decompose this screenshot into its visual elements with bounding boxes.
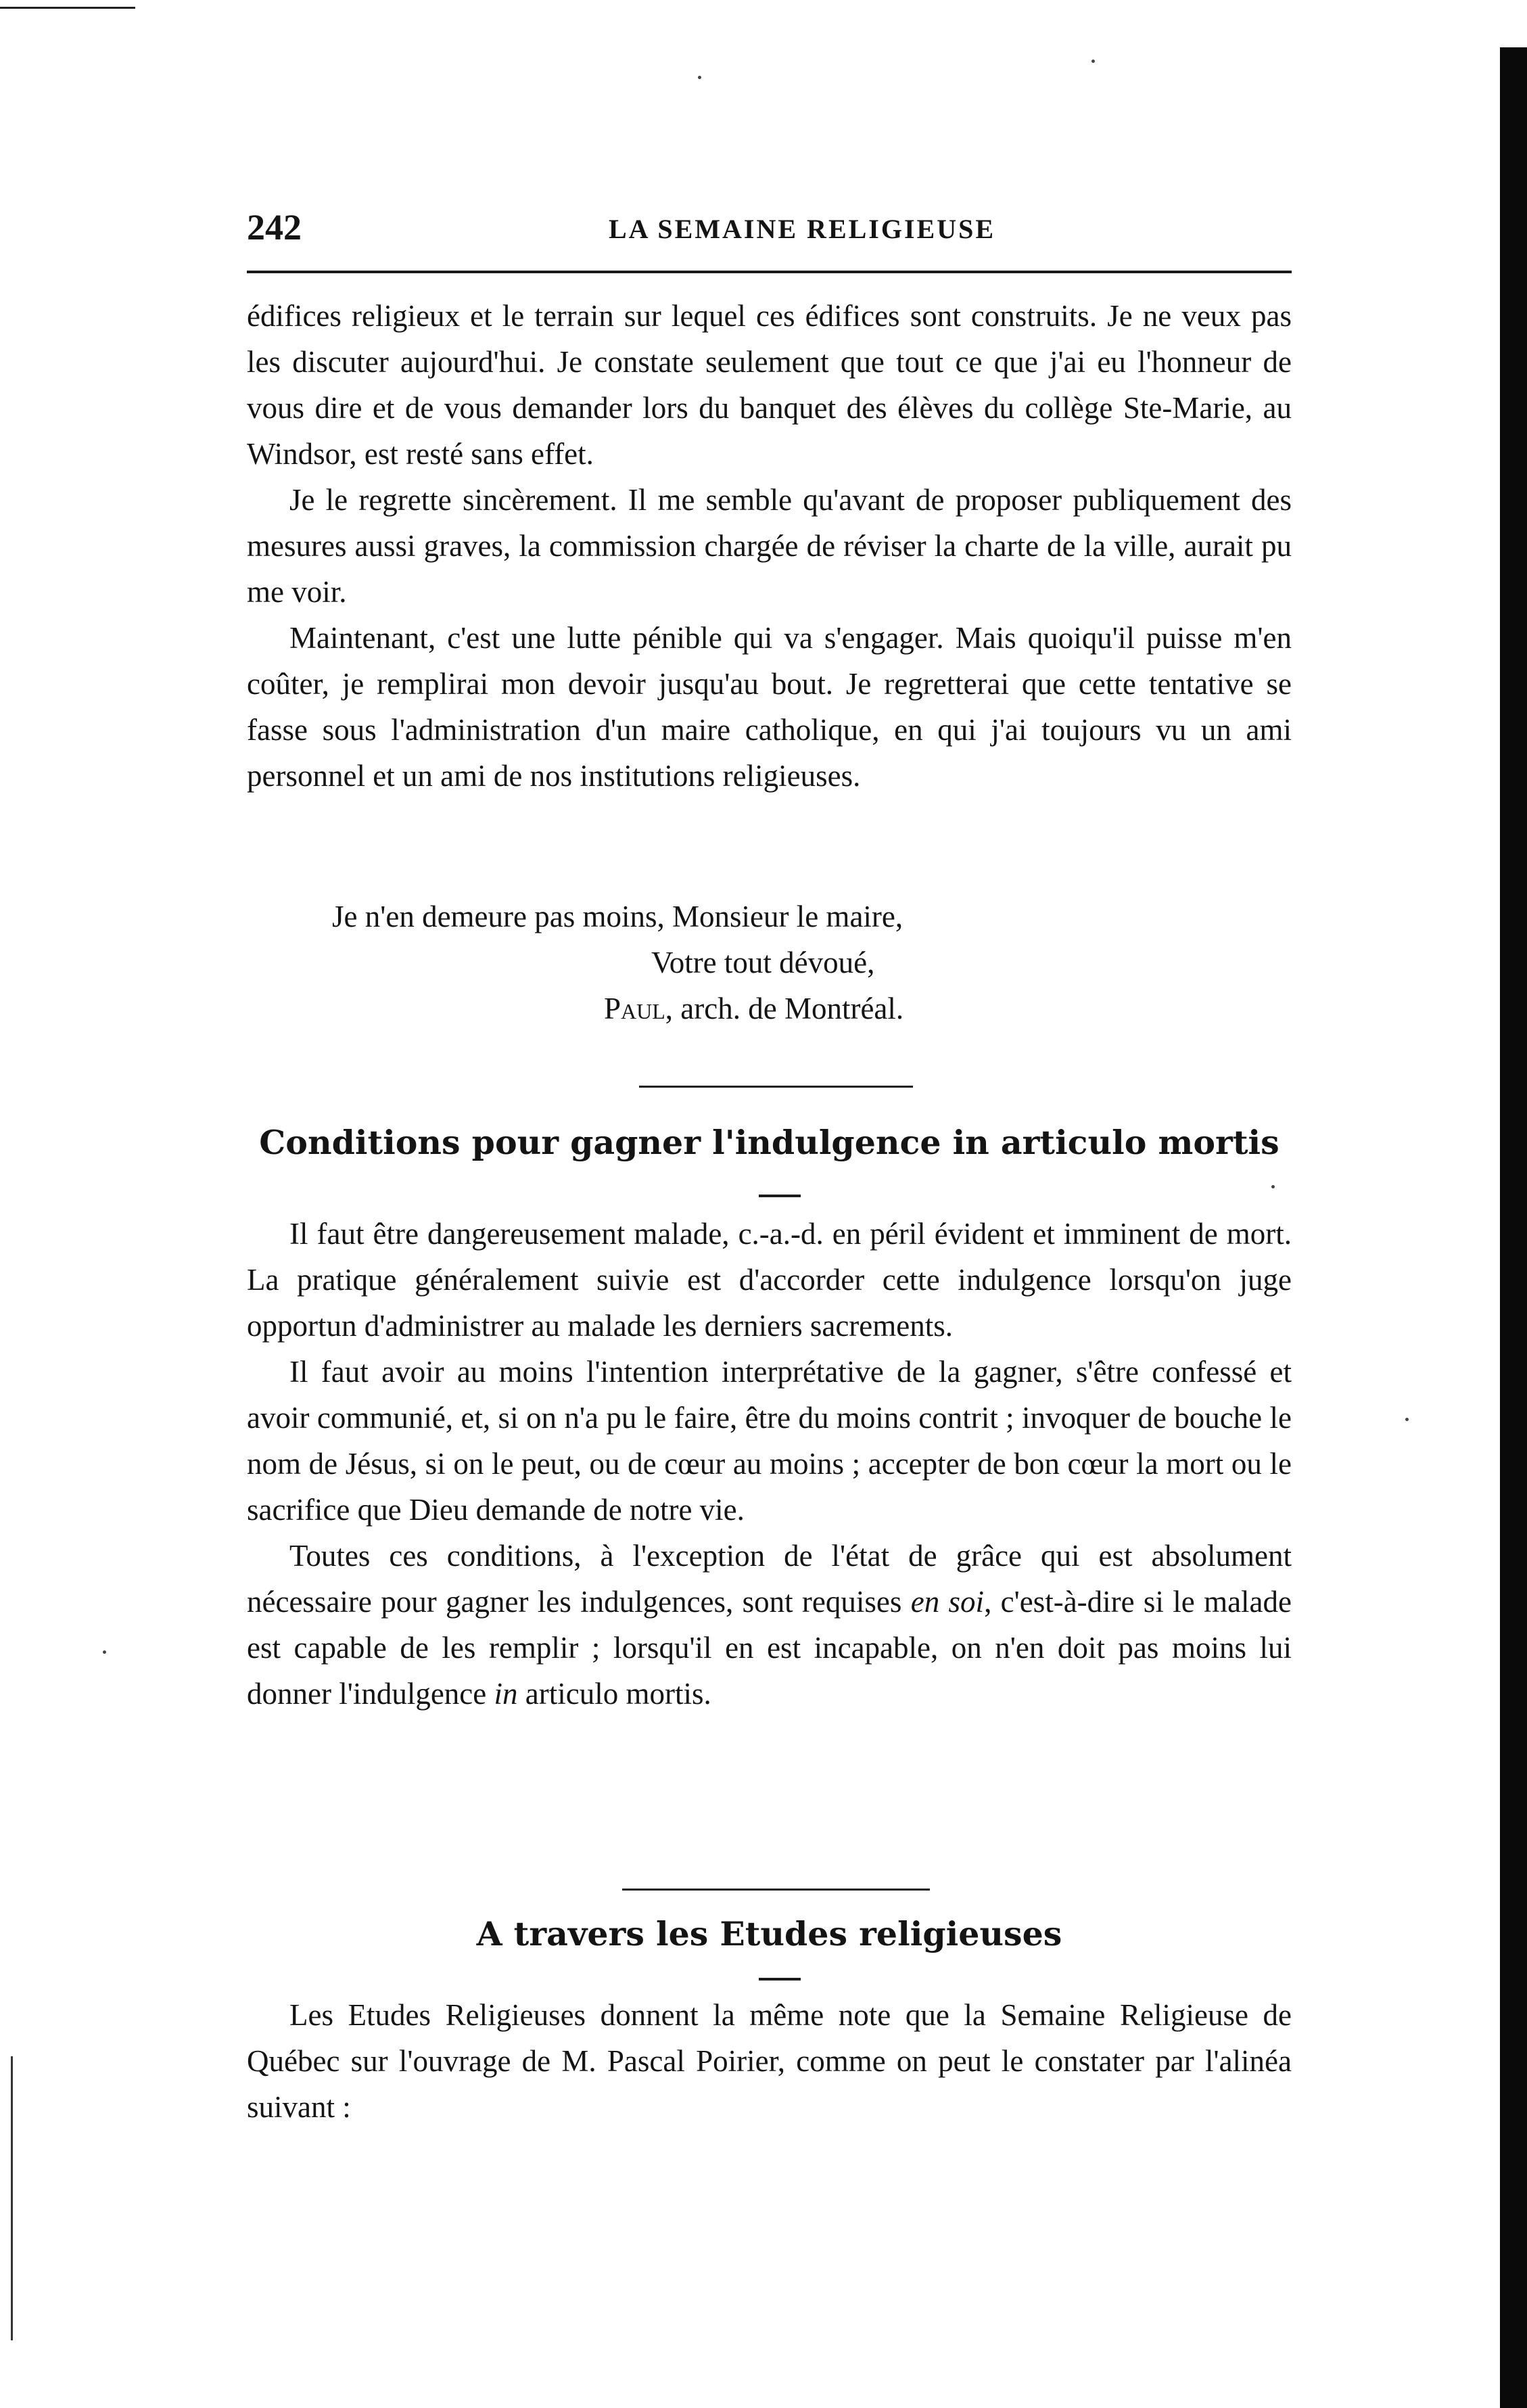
signature-name: Paul	[604, 992, 665, 1025]
italic-text: en soi	[910, 1585, 985, 1619]
section-paragraph: Les Etudes Religieuses donnent la même note que la Semaine Religieuse de Québec sur l'ouvrage de M. Pascal Poirier, comme on peut le constater par l'alinéa suivant :	[247, 1998, 1292, 2124]
scan-edge-mark	[0, 7, 135, 9]
paragraph-text: , c'est-à-dire si le malade est capable de les remplir ; lorsqu'il en est incapable, on n'en doit pas moins lui donner l'indulgence	[247, 1585, 1292, 1711]
ink-speck	[1405, 1418, 1409, 1421]
ink-speck	[1091, 60, 1095, 63]
signature-title: , arch. de Montréal.	[665, 992, 904, 1025]
section-divider	[622, 1889, 930, 1891]
section-paragraph: Il faut avoir au moins l'intention interprétative de la gagner, s'être confessé et avoir communié, et, si on n'a pu le faire, être du moins contrit ; invoquer de bouche le nom de Jésus, si on le peut, ou de cœur au moins ; accepter de bon cœur la mort ou le sacrifice que Dieu demande de notre vie.	[247, 1355, 1292, 1527]
letter-signature	[561, 986, 1527, 1032]
letter-body	[247, 293, 1292, 1025]
section-body	[247, 1992, 1292, 2130]
section-heading: A travers les Etudes religieuses	[476, 1914, 1062, 1953]
section-heading: Conditions pour gagner l'indulgence in articulo mortis	[259, 1123, 1279, 1162]
scan-spine-shadow	[1500, 47, 1527, 2408]
letter-paragraph: édifices religieux et le terrain sur lequel ces édifices sont construits. Je ne veux pas les discuter aujourd'hui. Je constate seulement que tout ce que j'ai eu l'honneur de vous dire et de vous demander lors du banquet des élèves du collège Ste-Marie, au Windsor, est resté sans effet.	[247, 299, 1292, 471]
letter-valediction: Votre tout dévoué,	[651, 946, 875, 979]
section-paragraph: Il faut être dangereusement malade, c.-a.-d. en péril évident et imminent de mort. La pratique généralement suivie est d'accorder cette indulgence lorsqu'on juge opportun d'administrer au malade les derniers sacrements.	[247, 1217, 1292, 1343]
ink-speck	[698, 76, 701, 79]
letter-paragraph: Je le regrette sincèrement. Il me semble qu'avant de proposer publiquement des mesures aussi graves, la commission chargée de réviser la charte de la ville, aurait pu me voir.	[247, 483, 1292, 609]
running-title: LA SEMAINE RELIGIEUSE	[609, 214, 996, 244]
page-header	[247, 206, 1292, 260]
italic-text: in	[494, 1677, 518, 1711]
section-paragraph	[247, 1533, 1292, 1717]
heading-dash	[759, 1978, 801, 1981]
ink-speck	[103, 1650, 106, 1654]
paragraph-text: Toutes ces conditions, à l'exception de l'état de grâce qui est absolument nécessaire pour gagner les indulgences, sont requises	[247, 1539, 1292, 1619]
letter-closing: Je n'en demeure pas moins, Monsieur le maire,	[332, 900, 903, 933]
heading-dash	[759, 1195, 801, 1197]
ink-speck	[1271, 1185, 1275, 1188]
letter-paragraph: Maintenant, c'est une lutte pénible qui va s'engager. Mais quoiqu'il puisse m'en coûter, je remplirai mon devoir jusqu'au bout. Je regretterai que cette tentative se fasse sous l'administration d'un maire catholique, en qui j'ai toujours vu un ami personnel et un ami de nos institutions religieuses.	[247, 621, 1292, 793]
page-number: 242	[247, 207, 302, 248]
scan-margin-line	[11, 2056, 13, 2340]
paragraph-text: articulo mortis.	[517, 1677, 711, 1711]
section-divider	[639, 1086, 913, 1088]
header-rule	[247, 271, 1292, 273]
section-body	[247, 1211, 1292, 1717]
